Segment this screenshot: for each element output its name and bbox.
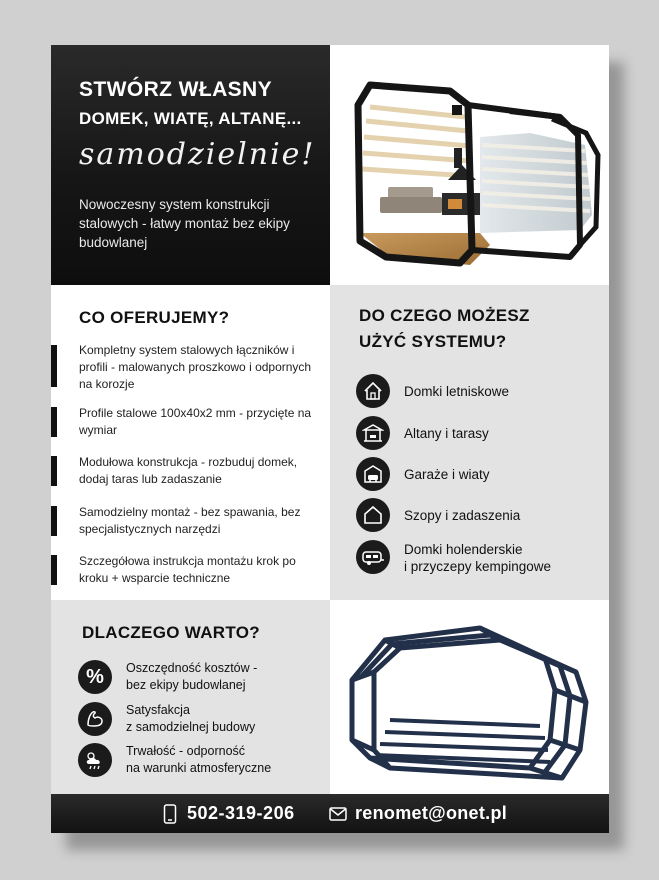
uses-section: [330, 285, 609, 600]
use-item-garages: [356, 457, 606, 491]
shed-icon: [356, 498, 390, 532]
hero-title-line1: STWÓRZ WŁASNY: [79, 78, 273, 101]
why-label-line2: z samodzielnej budowy: [126, 720, 256, 734]
house-icon: [356, 374, 390, 408]
why-title: DLACZEGO WARTO?: [82, 623, 260, 642]
offer-title: CO OFERUJEMY?: [79, 308, 230, 327]
steel-frame-illustration: [330, 600, 609, 794]
caravan-icon: [356, 540, 390, 574]
why-item-savings: [78, 660, 323, 694]
steel-frame-image: [330, 600, 609, 794]
muscle-icon: [78, 702, 112, 736]
use-label: Szopy i zadaszenia: [404, 508, 521, 523]
offer-item-marker: [51, 456, 57, 486]
hero-panel: [51, 45, 330, 285]
offer-item-marker: [51, 345, 57, 387]
use-item-gazebos: [356, 416, 606, 450]
offer-item: Modułowa konstrukcja - rozbuduj domek, dodaj taras lub zadaszanie: [79, 455, 298, 486]
percent-icon: %: [78, 660, 112, 694]
weather-icon: [78, 743, 112, 777]
cabin-image: [330, 45, 609, 285]
offer-item: Profile stalowe 100x40x2 mm - przycięte na wymiar: [79, 406, 312, 437]
mail-icon: [329, 807, 347, 821]
offer-item: Szczegółowa instrukcja montażu krok po kroku + wsparcie techniczne: [79, 554, 296, 585]
offer-section: [51, 285, 330, 600]
uses-title-line1: DO CZEGO MOŻESZ: [359, 306, 530, 325]
email-link[interactable]: renomet@onet.pl: [355, 803, 508, 823]
offer-item-marker: [51, 506, 57, 536]
why-label-line2: bez ekipy budowlanej: [126, 678, 246, 692]
why-label-line1: Satysfakcja: [126, 703, 190, 717]
phone-icon: [163, 804, 177, 824]
offer-item-marker: [51, 407, 57, 437]
poster: [51, 45, 609, 833]
hero-description: Nowoczesny system konstrukcji stalowych - łatwy montaż bez ekipy budowlanej: [79, 197, 290, 250]
gazebo-icon: [356, 416, 390, 450]
hero-title-line2: DOMEK, WIATĘ, ALTANĘ...: [79, 109, 302, 128]
offer-item: Samodzielny montaż - bez spawania, bez specjalistycznych narzędzi: [79, 505, 301, 536]
why-item-durability: [78, 743, 323, 777]
offer-item-marker: [51, 555, 57, 585]
use-label: Altany i tarasy: [404, 426, 489, 441]
phone-number-link[interactable]: 502-319-206: [187, 803, 295, 823]
use-label: Garaże i wiaty: [404, 467, 490, 482]
use-item-cottages: [356, 374, 606, 408]
why-label-line1: Oszczędność kosztów -: [126, 661, 258, 675]
use-label-line2: i przyczepy kempingowe: [404, 559, 552, 574]
why-item-satisfaction: [78, 702, 323, 736]
why-section: [51, 600, 330, 794]
use-label-line1: Domki holenderskie: [404, 542, 523, 557]
contact-footer: [51, 794, 609, 833]
why-label-line2: na warunki atmosferyczne: [126, 761, 272, 775]
use-item-sheds: [356, 498, 606, 532]
offer-item: Kompletny system stalowych łączników i profili - malowanych proszkowo i odpornych na korozje: [79, 343, 312, 391]
use-label: Domki letniskowe: [404, 384, 510, 399]
hero-script-text: samodzielnie!: [79, 137, 316, 172]
cabin-illustration: [330, 45, 609, 285]
garage-icon: [356, 457, 390, 491]
why-label-line1: Trwałość - odporność: [126, 744, 246, 758]
use-item-caravans: [356, 540, 606, 574]
uses-title-line2: UŻYĆ SYSTEMU?: [359, 332, 507, 351]
